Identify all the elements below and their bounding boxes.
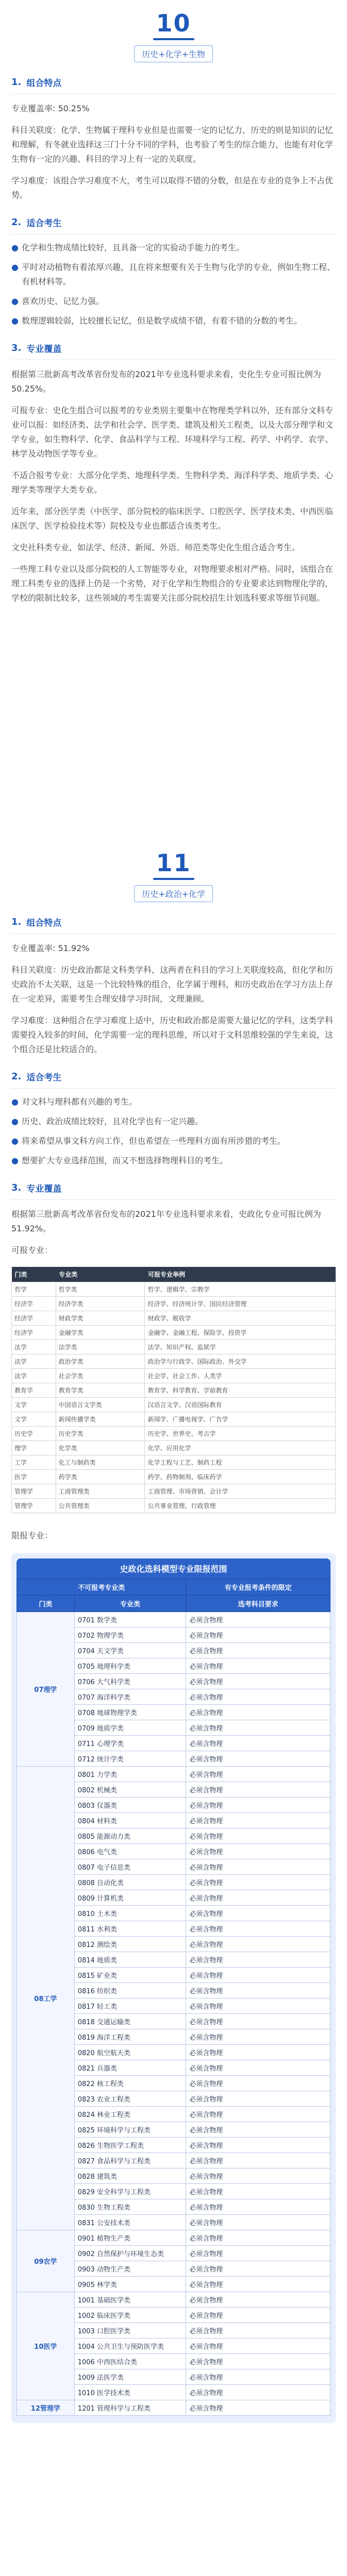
table-row xyxy=(12,1340,336,1354)
limit-group-cell: 08工学 xyxy=(17,1767,75,2230)
section-number: 10 xyxy=(156,9,191,37)
limit-subheader-right: 有专业报考条件的限定 xyxy=(186,1579,331,1596)
limit-major-cell: 0826 生物医学工程类 xyxy=(74,2138,186,2153)
paragraph: 一些理工科专业以及部分院校的人工智能等专业，对物理要求相对严格。同时，该组合在理工科类专业的选择上仍是一个劣势，对于化学和生物组合的专业要求达到物理化学的，学校的限制比较多，这些领域的考生需要关注部分院校招生计划选科要求等细节问题。 xyxy=(11,564,334,603)
bullet-dot-icon: ● xyxy=(11,1136,19,1146)
limit-row xyxy=(17,2400,331,2416)
bullet-text: 平时对动植物有着浓厚兴趣，且在将来想要有关于生物与化学的专业，例如生物工程、有机材料等。 xyxy=(22,262,336,286)
limit-major-cell: 0905 林学类 xyxy=(74,2277,186,2292)
limit-major-cell: 0812 测绘类 xyxy=(74,1937,186,1952)
table-cell: 历史学类 xyxy=(56,1427,145,1441)
limit-subheader-row xyxy=(17,1579,331,1596)
subhead-title: 适合考生 xyxy=(26,218,62,229)
limit-requirement-cell: 必须含物理 xyxy=(186,1968,331,1983)
table-header-cell: 可报专业举例 xyxy=(145,1267,336,1282)
table-row xyxy=(12,1354,336,1369)
limit-major-cell: 0806 电气类 xyxy=(74,1844,186,1859)
table-cell: 教育学、科学教育、学前教育 xyxy=(145,1383,336,1398)
subhead-suitable xyxy=(0,216,347,229)
limit-requirement-cell: 必须含物理 xyxy=(186,1983,331,1998)
limit-row xyxy=(17,2292,331,2308)
limit-major-cell: 0706 大气科学类 xyxy=(74,1674,186,1689)
limit-requirement-cell: 必须含物理 xyxy=(186,1751,331,1767)
limit-requirement-cell: 必须含物理 xyxy=(186,1628,331,1643)
bullet-text: 数理逻辑较弱，比较擅长记忆，但是数学成绩不错，有着不错的分数的考生。 xyxy=(22,316,303,326)
subhead-number: 2. xyxy=(11,1071,22,1082)
table-header-cell: 专业类 xyxy=(56,1267,145,1282)
limit-header-cell: 选考科目要求 xyxy=(186,1596,331,1612)
bullet-text: 将来希望从事文科方向工作，但也希望在一些理科方面有所涉猎的考生。 xyxy=(22,1136,286,1146)
paragraph: 科目关联度：化学、生物属于理科专业但是也需要一定的记忆力，历史的则是知识的记忆和理解，有冬就业选择这三门十分不同的学科，也考验了考生的综合能力，也能有对化学生物有一定的兴趣、科目的学习上有一定的关联度。 xyxy=(11,125,334,164)
limit-major-cell: 0830 生物工程类 xyxy=(74,2199,186,2215)
table-cell: 法学 xyxy=(12,1369,56,1383)
limit-requirement-cell: 必须含物理 xyxy=(186,1875,331,1890)
limit-requirement-cell: 必须含物理 xyxy=(186,2138,331,2153)
limit-major-cell: 0708 地球物理学类 xyxy=(74,1705,186,1720)
table-cell: 中国语言文学类 xyxy=(56,1398,145,1412)
paragraph: 根据第三批新高考改革省份发布的2021年专业选科要求来看，史政化专业可报比例为51.92%。 xyxy=(11,1209,321,1233)
subhead-divider xyxy=(11,1088,336,1089)
limit-major-cell: 0823 农业工程类 xyxy=(74,2091,186,2107)
limit-major-cell: 0903 动物生产类 xyxy=(74,2261,186,2277)
bullet-list xyxy=(0,241,347,328)
limit-requirement-cell: 必须含物理 xyxy=(186,1643,331,1658)
bullet-item xyxy=(11,314,336,328)
limit-requirement-cell: 必须含物理 xyxy=(186,1612,331,1628)
table-cell: 社会学、社会工作、人类学 xyxy=(145,1369,336,1383)
limit-requirement-cell: 必须含物理 xyxy=(186,2400,331,2416)
limit-requirement-cell: 必须含物理 xyxy=(186,1844,331,1859)
bullet-item xyxy=(11,1114,336,1129)
table-cell: 化工与制药类 xyxy=(56,1455,145,1470)
subhead-title: 组合特点 xyxy=(26,78,62,89)
limit-major-cell: 1004 公共卫生与预防医学类 xyxy=(74,2338,186,2354)
limit-major-cell: 0701 数学类 xyxy=(74,1612,186,1628)
limit-group-cell: 07理学 xyxy=(17,1612,75,1767)
table-cell: 公共管理类 xyxy=(56,1499,145,1513)
table-row xyxy=(12,1326,336,1340)
limit-major-cell: 0814 地质类 xyxy=(74,1952,186,1968)
table-row xyxy=(12,1297,336,1311)
section-number-underline xyxy=(153,878,194,880)
table-cell: 政治学与行政学、国际政治、外交学 xyxy=(145,1354,336,1369)
table-row xyxy=(12,1427,336,1441)
limit-requirement-cell: 必须含物理 xyxy=(186,1720,331,1736)
subhead-divider xyxy=(11,1199,336,1200)
table-cell: 文学 xyxy=(12,1398,56,1412)
paragraph: 文史社科类专业，如法学、经济、新闻、外语、师范类等史化生组合适合考生。 xyxy=(11,543,301,552)
limit-major-cell: 0819 海洋工程类 xyxy=(74,2029,186,2045)
subhead-title: 专业覆盖 xyxy=(26,344,62,354)
limit-requirement-cell: 必须含物理 xyxy=(186,2199,331,2215)
paragraph: 不适合报考专业：大部分化学类、地理科学类、生物科学类、海洋科学类、地质学类、心理学类等理学大类专业。 xyxy=(11,470,334,495)
limit-group-cell: 10医学 xyxy=(17,2292,75,2400)
limit-major-cell: 0824 林业工程类 xyxy=(74,2107,186,2122)
table-cell: 法学、知识产权、监狱学 xyxy=(145,1340,336,1354)
limit-requirement-cell: 必须含物理 xyxy=(186,1674,331,1689)
limit-major-cell: 0809 计算机类 xyxy=(74,1890,186,1906)
table-cell: 经济学、经济统计学、国民经济管理 xyxy=(145,1297,336,1311)
subhead-majors xyxy=(0,342,347,354)
table-row xyxy=(12,1311,336,1326)
section-11-header xyxy=(0,850,347,902)
limit-major-cell: 0901 植物生产类 xyxy=(74,2230,186,2246)
bullet-text: 喜欢历史、记忆力强。 xyxy=(22,296,105,306)
limit-requirement-cell: 必须含物理 xyxy=(186,1998,331,2014)
paragraph: 科目关联度：历史政治都是文科类学科，这两者在科目的学习上关联度较高，但化学和历史政治不太关联，这是一个比较特殊的组合，化学属于理科，和历史政治在学习方法上存在一定差异，需要考生合理安排学习时间，文理兼顾。 xyxy=(11,965,334,1004)
bullet-item xyxy=(11,1154,336,1168)
table-cell: 管理学 xyxy=(12,1499,56,1513)
table-header-row xyxy=(12,1267,336,1282)
limit-major-cell: 1002 临床医学类 xyxy=(74,2308,186,2323)
limit-requirement-cell: 必须含物理 xyxy=(186,2215,331,2230)
table-cell: 法学 xyxy=(12,1354,56,1369)
subhead-number: 3. xyxy=(11,343,22,353)
table-cell: 历史学 xyxy=(12,1427,56,1441)
limit-row xyxy=(17,1612,331,1628)
limit-requirement-cell: 必须含物理 xyxy=(186,1798,331,1813)
paragraph: 学习难度：这种组合在学习难度上适中，历史和政治都是需要大量记忆的学科，这类学科需要投入较多的时间，化学需要一定的理科思维，所以对于文科思维较强的学生来说，这个组合还是比较适合的。 xyxy=(11,1015,334,1054)
limit-requirement-cell: 必须含物理 xyxy=(186,1767,331,1782)
table-cell: 公共事业管理、行政管理 xyxy=(145,1499,336,1513)
table-cell: 法学 xyxy=(12,1340,56,1354)
limit-requirement-cell: 必须含物理 xyxy=(186,2246,331,2261)
limit-major-cell: 0820 航空航天类 xyxy=(74,2045,186,2060)
major-table xyxy=(11,1267,336,1513)
limit-requirement-cell: 必须含物理 xyxy=(186,2277,331,2292)
limit-header-cell: 专业类 xyxy=(74,1596,186,1612)
subhead-title: 适合考生 xyxy=(26,1073,62,1083)
subhead-number: 3. xyxy=(11,1182,22,1193)
limit-row xyxy=(17,1767,331,1782)
limit-requirement-cell: 必须含物理 xyxy=(186,2292,331,2308)
table-row xyxy=(12,1499,336,1513)
limit-requirement-cell: 必须含物理 xyxy=(186,1813,331,1828)
limit-major-cell: 0811 水利类 xyxy=(74,1921,186,1937)
limit-requirement-cell: 必须含物理 xyxy=(186,2354,331,2369)
limit-requirement-cell: 必须含物理 xyxy=(186,1890,331,1906)
limit-panel xyxy=(11,1553,336,2423)
limit-header-cell: 门类 xyxy=(17,1596,75,1612)
table-cell: 财政学、税收学 xyxy=(145,1311,336,1326)
bullet-item xyxy=(11,241,336,255)
table-cell: 化学类 xyxy=(56,1441,145,1455)
bullet-dot-icon: ● xyxy=(11,243,19,252)
combo-pill: 历史+政治+化学 xyxy=(134,885,213,902)
limit-requirement-cell: 必须含物理 xyxy=(186,2091,331,2107)
limit-major-cell: 0825 环境科学与工程类 xyxy=(74,2122,186,2138)
bullet-dot-icon: ● xyxy=(11,296,19,306)
table-cell: 经济学 xyxy=(12,1297,56,1311)
table-row xyxy=(12,1398,336,1412)
section-number-underline xyxy=(153,38,194,40)
limit-requirement-cell: 必须含物理 xyxy=(186,2308,331,2323)
limit-requirement-cell: 必须含物理 xyxy=(186,1658,331,1674)
limit-major-cell: 0807 电子信息类 xyxy=(74,1859,186,1875)
bullet-item xyxy=(11,294,336,309)
limit-requirement-cell: 必须含物理 xyxy=(186,1859,331,1875)
limit-major-cell: 0902 自然保护与环境生态类 xyxy=(74,2246,186,2261)
table-cell: 管理学 xyxy=(12,1484,56,1499)
limit-requirement-cell: 必须含物理 xyxy=(186,2153,331,2168)
table-cell: 哲学类 xyxy=(56,1282,145,1297)
limit-major-cell: 1010 医学技术类 xyxy=(74,2385,186,2400)
bullet-dot-icon: ● xyxy=(11,1116,19,1126)
limit-requirement-cell: 必须含物理 xyxy=(186,2076,331,2091)
table-row xyxy=(12,1282,336,1297)
paragraph: 根据第三批新高考改革省份发布的2021年专业选科要求来看，史化生专业可报比例为50.25%。 xyxy=(11,369,321,394)
limit-major-cell: 0711 心理学类 xyxy=(74,1736,186,1751)
limit-header-row xyxy=(17,1596,331,1612)
table-header-cell: 门类 xyxy=(12,1267,56,1282)
limit-requirement-cell: 必须含物理 xyxy=(186,2261,331,2277)
limit-requirement-cell: 必须含物理 xyxy=(186,2014,331,2029)
limit-table xyxy=(16,1579,331,2416)
limit-major-cell: 1201 管理科学与工程类 xyxy=(74,2400,186,2416)
table-cell: 药学、药物制剂、临床药学 xyxy=(145,1470,336,1484)
table-cell: 化学工程与工艺、制药工程 xyxy=(145,1455,336,1470)
limit-major-cell: 0804 材料类 xyxy=(74,1813,186,1828)
limit-requirement-cell: 必须含物理 xyxy=(186,1736,331,1751)
bullet-item xyxy=(11,260,336,289)
bullet-item xyxy=(11,1095,336,1109)
table-cell: 金融学类 xyxy=(56,1326,145,1340)
table-cell: 教育学 xyxy=(12,1383,56,1398)
limit-major-cell: 0808 自动化类 xyxy=(74,1875,186,1890)
combo-pill: 历史+化学+生物 xyxy=(134,45,213,62)
limit-major-cell: 0831 公安技术类 xyxy=(74,2215,186,2230)
limit-major-cell: 0828 建筑类 xyxy=(74,2168,186,2184)
table-cell: 经济学类 xyxy=(56,1297,145,1311)
subhead-number: 1. xyxy=(11,917,22,927)
subhead-number: 1. xyxy=(11,77,22,88)
section-number: 11 xyxy=(156,849,191,877)
limit-requirement-cell: 必须含物理 xyxy=(186,2122,331,2138)
limit-requirement-cell: 必须含物理 xyxy=(186,2323,331,2338)
limit-requirement-cell: 必须含物理 xyxy=(186,2184,331,2199)
subhead-title: 组合特点 xyxy=(26,918,62,928)
table-cell: 财政学类 xyxy=(56,1311,145,1326)
limit-requirement-cell: 必须含物理 xyxy=(186,2385,331,2400)
table-cell: 政治学类 xyxy=(56,1354,145,1369)
limit-major-cell: 0704 天文学类 xyxy=(74,1643,186,1658)
section-10-header xyxy=(0,10,347,62)
limit-subheader-left: 不可报考专业类 xyxy=(17,1579,186,1596)
table-cell: 汉语言文学、汉语国际教育 xyxy=(145,1398,336,1412)
limit-requirement-cell: 必须含物理 xyxy=(186,2338,331,2354)
table-row xyxy=(12,1412,336,1427)
limit-major-cell: 0802 机械类 xyxy=(74,1782,186,1798)
table-cell: 工学 xyxy=(12,1455,56,1470)
subhead-majors xyxy=(0,1181,347,1194)
limit-requirement-cell: 必须含物理 xyxy=(186,1782,331,1798)
bullet-item xyxy=(11,1134,336,1148)
table-cell: 工商管理、市场营销、会计学 xyxy=(145,1484,336,1499)
subhead-number: 2. xyxy=(11,217,22,228)
limit-major-cell: 0801 力学类 xyxy=(74,1767,186,1782)
limit-requirement-cell: 必须含物理 xyxy=(186,2045,331,2060)
limit-major-cell: 0712 统计学类 xyxy=(74,1751,186,1767)
limit-major-cell: 0818 交通运输类 xyxy=(74,2014,186,2029)
bullet-dot-icon: ● xyxy=(11,1156,19,1165)
limit-major-cell: 1006 中西医结合类 xyxy=(74,2354,186,2369)
limit-title: 史政化选科模型专业限报范围 xyxy=(16,1558,331,1579)
bullet-dot-icon: ● xyxy=(11,1097,19,1107)
bullet-text: 化学和生物成绩比较好，且具备一定的实验动手能力的考生。 xyxy=(22,243,245,252)
limit-major-cell: 0815 矿业类 xyxy=(74,1968,186,1983)
subhead-title: 专业覆盖 xyxy=(26,1184,62,1194)
limit-requirement-cell: 必须含物理 xyxy=(186,1828,331,1844)
table-cell: 理学 xyxy=(12,1441,56,1455)
limit-major-cell: 0827 食品科学与工程类 xyxy=(74,2153,186,2168)
table-cell: 法学类 xyxy=(56,1340,145,1354)
limit-major-cell: 0705 地理科学类 xyxy=(74,1658,186,1674)
limit-major-cell: 0810 土木类 xyxy=(74,1906,186,1921)
table-row xyxy=(12,1369,336,1383)
limit-requirement-cell: 必须含物理 xyxy=(186,2107,331,2122)
table-row xyxy=(12,1484,336,1499)
table-cell: 化学、应用化学 xyxy=(145,1441,336,1455)
table-cell: 经济学 xyxy=(12,1311,56,1326)
table-cell: 工商管理类 xyxy=(56,1484,145,1499)
limit-major-cell: 0817 轻工类 xyxy=(74,1998,186,2014)
table-row xyxy=(12,1383,336,1398)
bullet-text: 历史、政治成绩比较好，且对化学也有一定兴趣。 xyxy=(22,1116,204,1126)
table-cell: 经济学 xyxy=(12,1326,56,1340)
limit-requirement-cell: 必须含物理 xyxy=(186,1952,331,1968)
limit-requirement-cell: 必须含物理 xyxy=(186,1906,331,1921)
limit-major-cell: 1009 法医学类 xyxy=(74,2369,186,2385)
limit-major-cell: 0709 地质学类 xyxy=(74,1720,186,1736)
coverage-text: 专业覆盖率: 50.25% xyxy=(11,104,90,113)
limit-group-cell: 12管理学 xyxy=(17,2400,75,2416)
limit-major-cell: 1003 口腔医学类 xyxy=(74,2323,186,2338)
limit-requirement-cell: 必须含物理 xyxy=(186,1705,331,1720)
bullet-dot-icon: ● xyxy=(11,316,19,326)
paragraph: 可报专业：史化生组合可以报考的专业类别主要集中在物理类学科以外，还有部分文科专业可以报：如经济类、法学和社会学、医学类、建筑及相关工程类，以及大部分理学和文学专业，如生物科学、化学、食品科学与工程、环境科学与工程、药学、中药学、农学、林学及动物医学等专业。 xyxy=(11,405,334,459)
limit-major-cell: 0707 海洋科学类 xyxy=(74,1689,186,1705)
table-cell: 历史学、世界史、考古学 xyxy=(145,1427,336,1441)
major-table-body xyxy=(12,1282,336,1513)
subhead-features xyxy=(0,76,347,89)
limit-group-cell: 09农学 xyxy=(17,2230,75,2292)
limit-requirement-cell: 必须含物理 xyxy=(186,2168,331,2184)
coverage-text: 专业覆盖率: 51.92% xyxy=(11,943,90,953)
limit-requirement-cell: 必须含物理 xyxy=(186,2230,331,2246)
table-cell: 新闻学、广播电视学、广告学 xyxy=(145,1412,336,1427)
limit-major-cell: 0816 纺织类 xyxy=(74,1983,186,1998)
limit-major-cell: 0822 核工程类 xyxy=(74,2076,186,2091)
paragraph: 学习难度：该组合学习难度不大，考生可以取得不错的分数，但是在专业的竞争上不占优势。 xyxy=(11,176,334,200)
limit-table-body xyxy=(17,1612,331,2416)
bullet-dot-icon: ● xyxy=(11,262,19,272)
table-cell: 哲学 xyxy=(12,1282,56,1297)
table-cell: 医学 xyxy=(12,1470,56,1484)
table-cell: 药学类 xyxy=(56,1470,145,1484)
table-cell: 社会学类 xyxy=(56,1369,145,1383)
limit-major-cell: 1001 基础医学类 xyxy=(74,2292,186,2308)
limit-requirement-cell: 必须含物理 xyxy=(186,1689,331,1705)
limit-requirement-cell: 必须含物理 xyxy=(186,2060,331,2076)
subhead-features xyxy=(0,916,347,928)
bullet-text: 对文科与理科都有兴趣的考生。 xyxy=(22,1097,138,1107)
table-row xyxy=(12,1455,336,1470)
limit-major-cell: 0702 物理学类 xyxy=(74,1628,186,1643)
limit-requirement-cell: 必须含物理 xyxy=(186,2029,331,2045)
limit-requirement-cell: 必须含物理 xyxy=(186,2369,331,2385)
bullet-text: 想要扩大专业选择范围，而又不想选择物理科目的考生。 xyxy=(22,1156,228,1165)
table-cell: 教育学类 xyxy=(56,1383,145,1398)
subhead-suitable xyxy=(0,1070,347,1083)
table-row xyxy=(12,1470,336,1484)
table-cell: 哲学、逻辑学、宗教学 xyxy=(145,1282,336,1297)
table-caption: 可报专业： xyxy=(11,1245,53,1255)
bullet-list xyxy=(0,1095,347,1168)
limit-requirement-cell: 必须含物理 xyxy=(186,1921,331,1937)
limit-major-cell: 0805 能源动力类 xyxy=(74,1828,186,1844)
table-cell: 新闻传播学类 xyxy=(56,1412,145,1427)
paragraph: 近年来，部分医学类（中医学、部分院校的临床医学、口腔医学、医学技术类、中西医临床医学、医学检验技术等）院校及专业也都适合该类考生。 xyxy=(11,506,334,531)
limit-major-cell: 0829 安全科学与工程类 xyxy=(74,2184,186,2199)
table-cell: 金融学、金融工程、保险学、投资学 xyxy=(145,1326,336,1340)
limit-requirement-cell: 必须含物理 xyxy=(186,1937,331,1952)
limit-caption: 限报专业： xyxy=(11,1531,53,1540)
limit-major-cell: 0821 兵器类 xyxy=(74,2060,186,2076)
table-row xyxy=(12,1441,336,1455)
table-cell: 文学 xyxy=(12,1412,56,1427)
limit-row xyxy=(17,2230,331,2246)
limit-major-cell: 0803 仪器类 xyxy=(74,1798,186,1813)
